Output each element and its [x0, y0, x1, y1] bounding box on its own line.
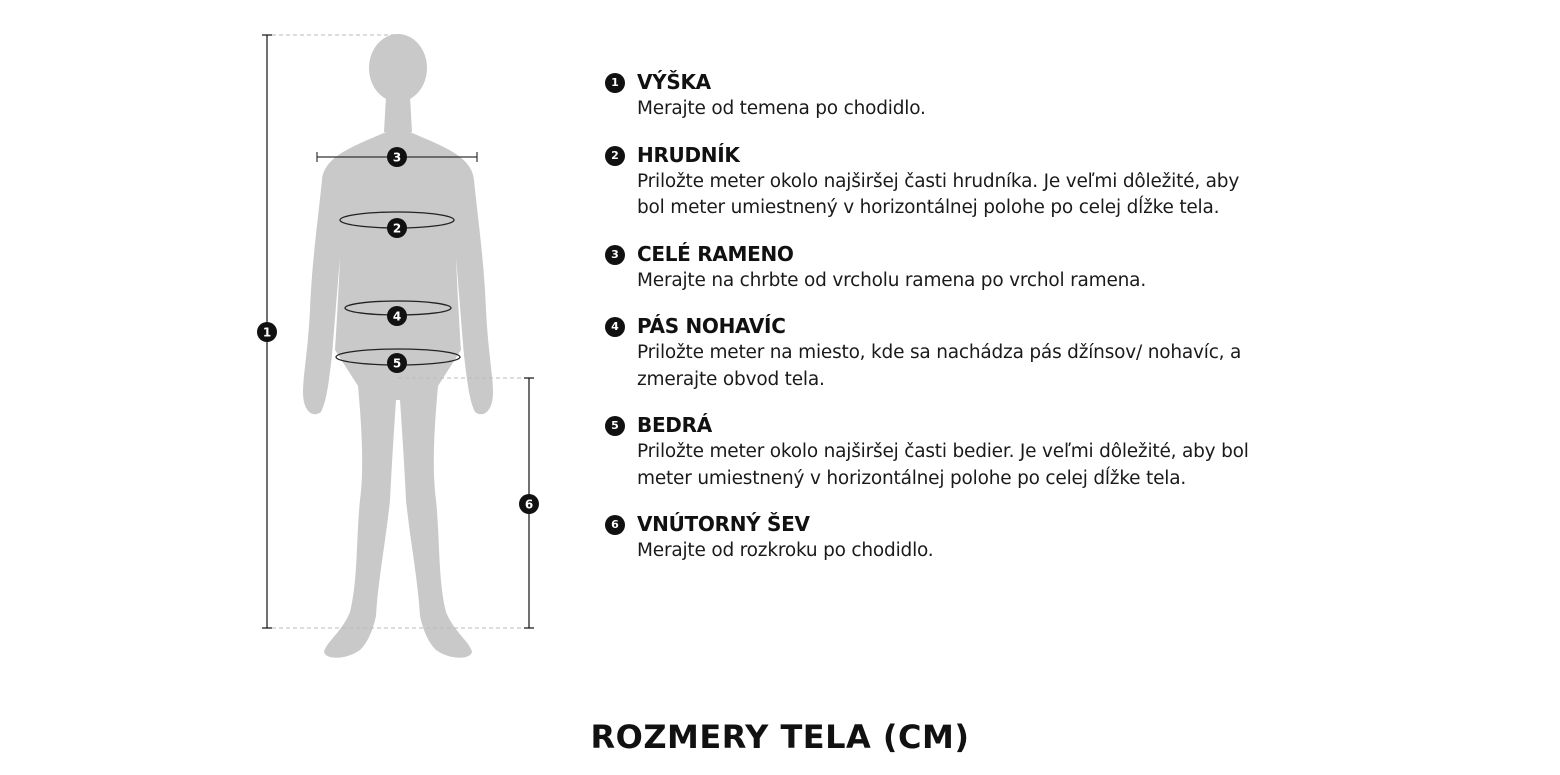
- number-badge: 4: [605, 317, 625, 337]
- measurement-description: Merajte od rozkroku po chodidlo.: [637, 540, 934, 561]
- measurement-title: BEDRÁ: [637, 413, 712, 437]
- measurement-title: PÁS NOHAVÍC: [637, 314, 786, 338]
- measurement-list: [605, 68, 1265, 565]
- body-silhouette: [303, 34, 493, 658]
- measurement-item-shoulder: [605, 240, 1265, 295]
- measurement-description: Merajte na chrbte od vrcholu ramena po vrchol ramena.: [637, 269, 1146, 291]
- svg-text:2: 2: [392, 221, 402, 236]
- number-badge: 2: [605, 146, 625, 166]
- svg-text:3: 3: [392, 150, 402, 165]
- measurement-description: Priložte meter okolo najširšej časti bedier. Je veľmi dôležité, aby bol meter umiestnený v horizontálnej polohe po celej dĺžke tela.: [637, 441, 1249, 489]
- svg-text:5: 5: [392, 356, 402, 371]
- marker-3: [387, 147, 407, 167]
- measurement-title: VNÚTORNÝ ŠEV: [637, 512, 810, 536]
- number-badge: 3: [605, 245, 625, 265]
- measurement-item-height: [605, 68, 1265, 123]
- svg-text:6: 6: [524, 497, 534, 512]
- number-badge: 5: [605, 416, 625, 436]
- body-silhouette-diagram: [240, 20, 570, 670]
- svg-text:4: 4: [392, 309, 402, 324]
- body-measurement-figure: [240, 20, 570, 670]
- page-title: ROZMERY TELA (CM): [590, 718, 970, 756]
- measurement-item-inseam: [605, 510, 1265, 565]
- marker-4: [387, 306, 407, 326]
- measurement-item-chest: [605, 141, 1265, 222]
- svg-text:1: 1: [262, 325, 272, 340]
- number-badge: 6: [605, 515, 625, 535]
- marker-2: [387, 218, 407, 238]
- measurement-title: VÝŠKA: [637, 70, 711, 94]
- measurement-title: HRUDNÍK: [637, 142, 740, 167]
- marker-5: [387, 353, 407, 373]
- marker-6: [519, 494, 539, 514]
- measurement-description: Priložte meter okolo najširšej časti hrudníka. Je veľmi dôležité, aby bol meter umiestnený v horizontálnej polohe po celej dĺžke tela.: [637, 170, 1240, 218]
- measurement-item-hips: [605, 411, 1265, 492]
- measurement-description: Merajte od temena po chodidlo.: [637, 98, 926, 119]
- marker-1: [257, 322, 277, 342]
- number-badge: 1: [605, 73, 625, 93]
- measurement-item-waist: [605, 312, 1265, 393]
- measurement-description: Priložte meter na miesto, kde sa nachádza pás džínsov/ nohavíc, a zmerajte obvod tela.: [637, 342, 1242, 390]
- measurement-title: CELÉ RAMENO: [637, 241, 794, 266]
